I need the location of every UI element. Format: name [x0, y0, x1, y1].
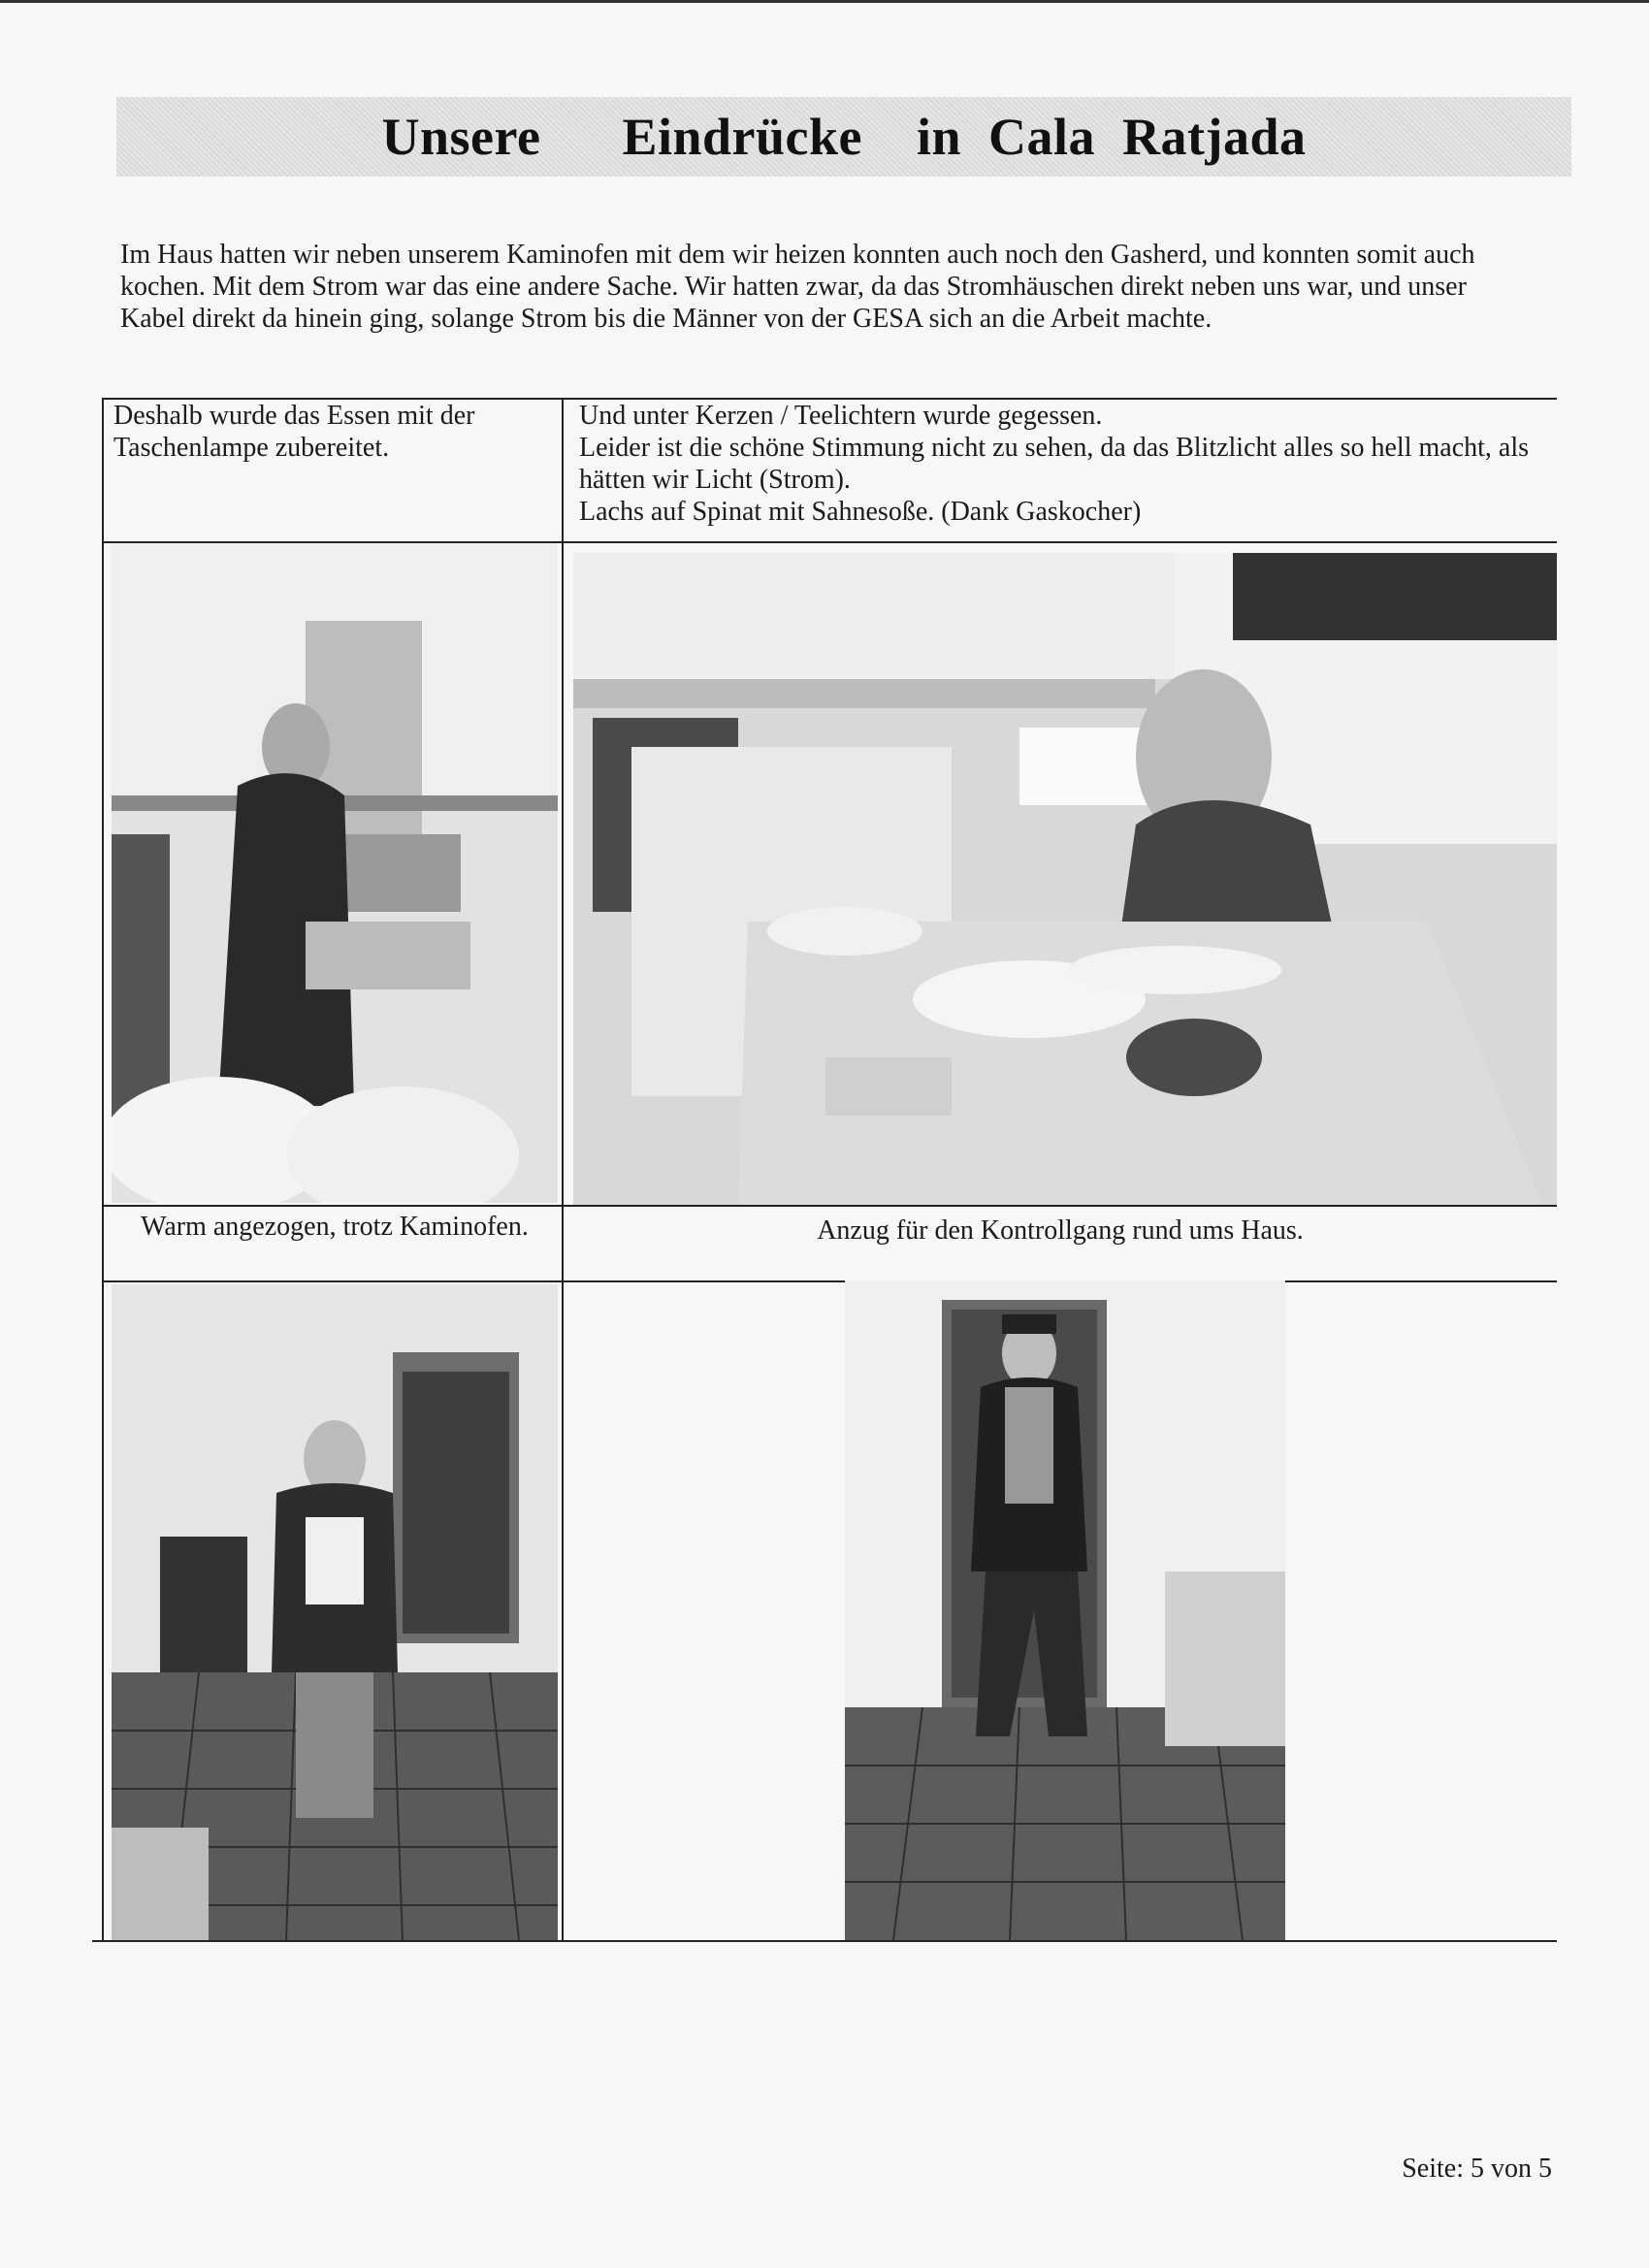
page-number: Seite: 5 von 5: [1402, 2154, 1552, 2184]
photo-dinner: [573, 553, 1557, 1205]
page-title: Unsere Eindrücke in Cala Ratjada: [381, 108, 1307, 166]
caption-cooking: Deshalb wurde das Essen mit der Taschenlampe zubereitet.: [113, 401, 475, 463]
title-banner: [116, 97, 1571, 177]
intro-paragraph: Im Haus hatten wir neben unserem Kaminofen mit dem wir heizen konnten auch noch den Gasherd, und konnten somit auch kochen. Mit dem Strom war das eine andere Sache. Wir hatten zwar, da das Stromhäuschen direkt neben uns war, und unser Kabel direkt da hinein ging, solange Strom bis die Männer von der GESA sich an die Arbeit machte.: [120, 240, 1475, 334]
photo-warm-clothes: [112, 1284, 558, 1940]
page-top-edge: [0, 0, 1649, 3]
caption-dinner-line3: Lachs auf Spinat mit Sahnesoße. (Dank Gaskocher): [579, 497, 1142, 527]
photo-cooking: [112, 543, 558, 1203]
photo-table: [102, 398, 1557, 1940]
caption-dinner-line1: Und unter Kerzen / Teelichtern wurde gegessen.: [579, 401, 1103, 431]
caption-warm: Warm angezogen, trotz Kaminofen.: [141, 1212, 529, 1242]
caption-dinner: [579, 400, 1539, 528]
photo-patrol-suit: [845, 1280, 1285, 1940]
caption-patrol: Anzug für den Kontrollgang rund ums Haus.: [817, 1215, 1304, 1246]
caption-dinner-line2: Leider ist die schöne Stimmung nicht zu sehen, da das Blitzlicht alles so hell macht, als hätten wir Licht (Strom).: [579, 433, 1530, 495]
